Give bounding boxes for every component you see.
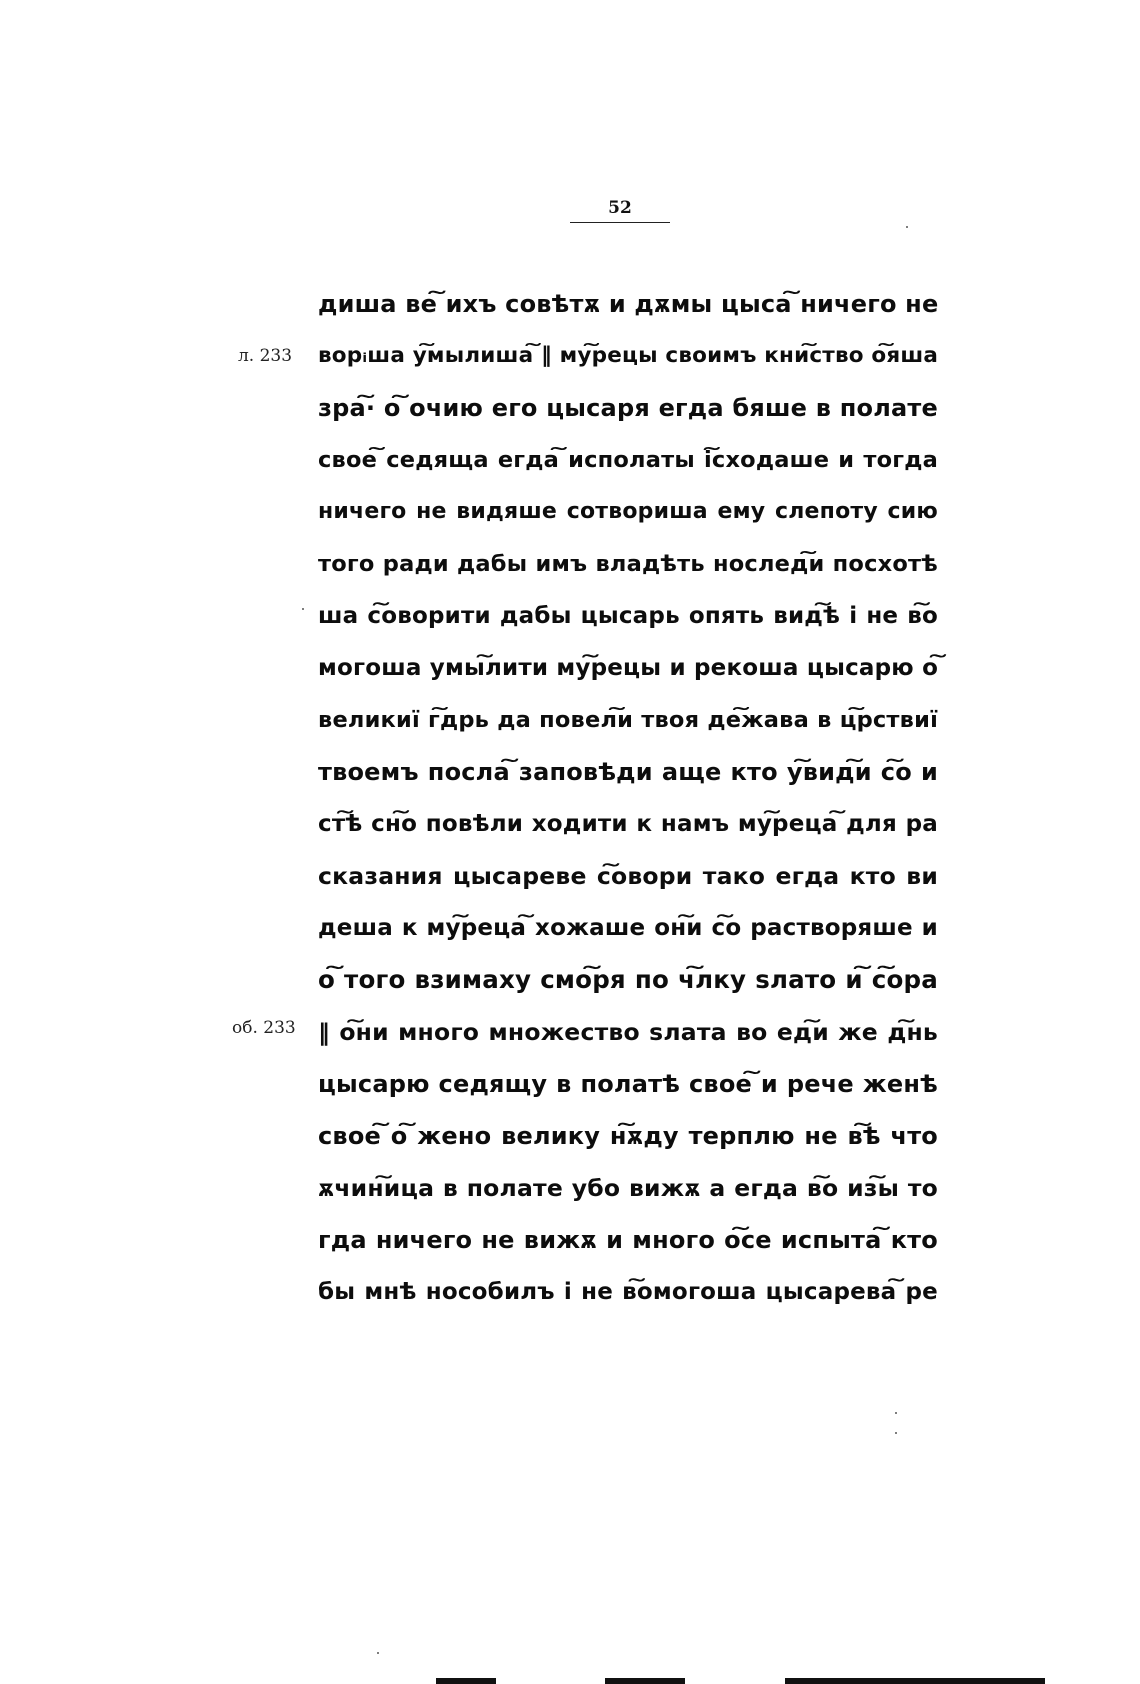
text-line: ворᵢша у͠мылиша͠ ‖ му͠рецы своимъ кни͠ство о͠яша [318,343,939,368]
scan-speck [377,1652,379,1654]
scan-speck [302,608,304,610]
text-line: диша ве͠ ихъ совѣтѫ и дѫмы цыса͠ ничего не [318,290,939,318]
text-line: ст͠ѣ сн͠о повѣли ходити к намъ му͠реца͠ для ра [318,811,938,837]
main-text-block [318,278,938,1318]
text-line: сказания цысареве с͠овори тако егда кто ви [318,862,938,890]
text-line: о͠ того взимаху смо͠ря по ч͠лку ѕлато и͠ с͠ора [318,965,938,994]
text-line: ничего не видяше сотвориша ему слепоту сию [318,499,938,524]
text-line: того ради дабы имъ владѣть нослед͠и посхотѣ [318,551,938,577]
text-line: могоша умы͠лити му͠рецы и рекоша цысарю о͠ [318,655,939,681]
page-number-rule [570,222,670,223]
text-line: свое͠ седяща егда͠ исполаты і͠сходаше и тогда [318,447,938,473]
text-line: бы мнѣ нособилъ і не в͠омогоша цысарева͠ ре [318,1279,938,1305]
page-number: 52 [608,198,632,218]
scan-edge-mark [605,1678,685,1684]
scan-speck [895,1412,897,1414]
text-line: свое͠ о͠ жено велику н͠ѫду терплю не в͠ѣ что [318,1122,938,1150]
text-line: деша к му͠реца͠ хожаше он͠и с͠о растворяше и [318,915,938,941]
scan-speck [906,226,908,228]
text-line: ѫчин͠ица в полате убо вижѫ а егда в͠о из͠ы то [318,1174,938,1202]
text-line: цысарю седящу в полатѣ свое͠ и рече женѣ [318,1070,938,1098]
text-line: твоемъ посла͠ заповѣди аще кто у͠вид͠и с͠о и [318,758,938,786]
text-line: ‖ о͠ни много множество ѕлата во ед͠и же д͠нь [318,1018,938,1046]
scan-edge-mark [785,1678,1045,1684]
text-line: ша с͠оворити дабы цысарь опять вид͠ѣ і не в͠о [318,603,938,629]
text-line: гда ничего не вижѫ и много о͠се испыта͠ кто [318,1226,938,1254]
text-line: зра͠· о͠ очию его цысаря егда бяше в полате [318,394,938,422]
scan-speck [895,1432,897,1434]
scan-edge-mark [436,1678,496,1684]
text-line: великиї г͠дрь да повел͠и твоя де͠жава в ц͠рствиї [318,707,938,733]
margin-note-folio-verso: об. 233 [232,1018,296,1038]
margin-note-folio: л. 233 [238,346,293,366]
